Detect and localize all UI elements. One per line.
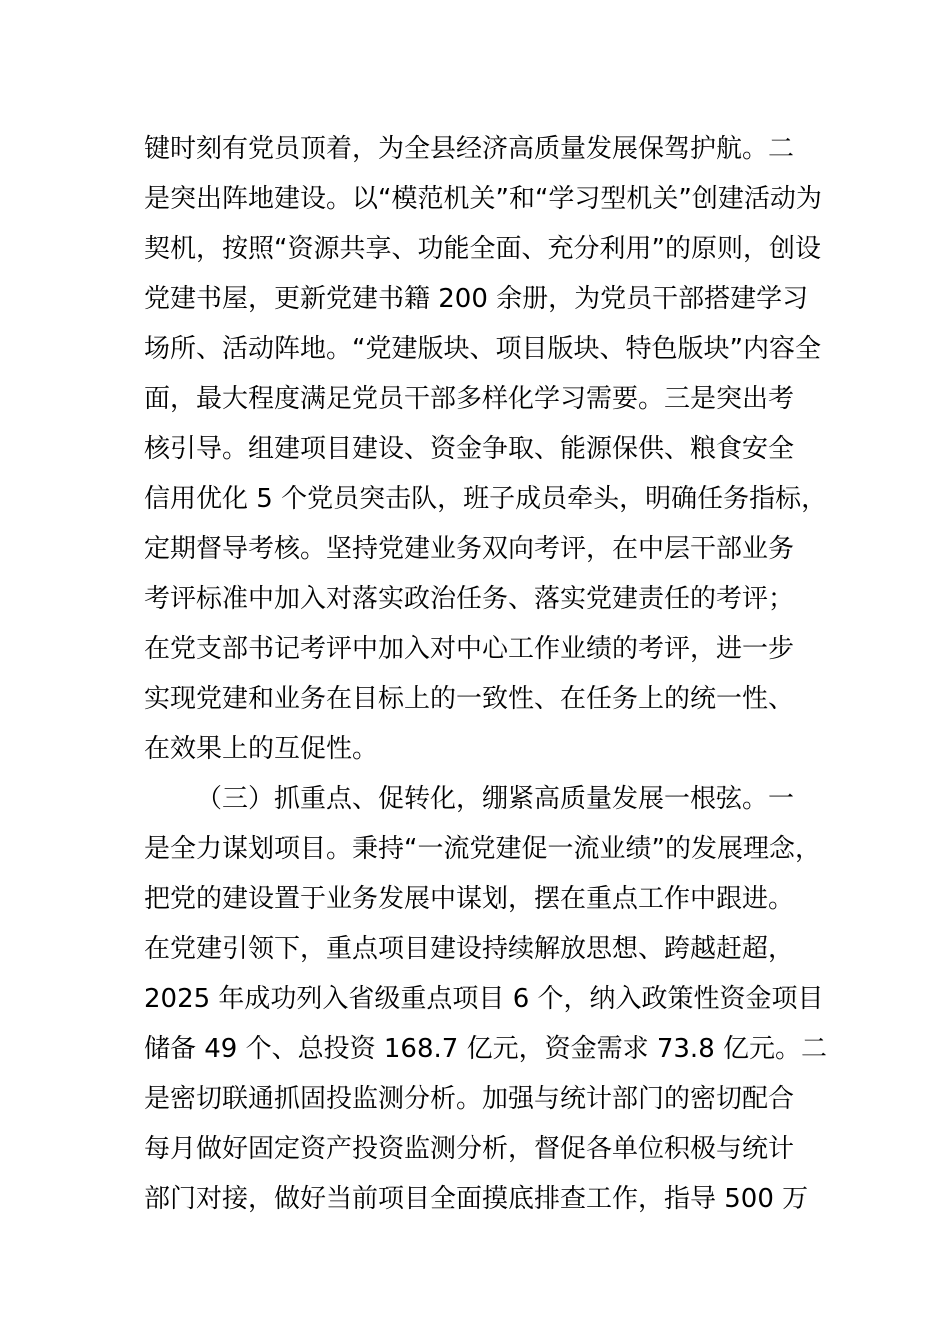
section-heading-line: （三）抓重点、促转化，绷紧高质量发展一根弦。一 (196, 784, 795, 814)
text-line: 部门对接，做好当前项目全面摸底排查工作，指导 500 万 (144, 1184, 809, 1214)
text-line: 是全力谋划项目。秉持“一流党建促一流业绩”的发展理念， (144, 834, 821, 864)
text-line: 考评标准中加入对落实政治任务、落实党建责任的考评； (144, 584, 795, 614)
text-line: 把党的建设置于业务发展中谋划，摆在重点工作中跟进。 (144, 884, 795, 914)
text-line: 每月做好固定资产投资监测分析，督促各单位积极与统计 (144, 1134, 795, 1164)
text-line: 契机，按照“资源共享、功能全面、充分利用”的原则，创设 (144, 234, 821, 264)
text-line: 面，最大程度满足党员干部多样化学习需要。三是突出考 (144, 384, 795, 414)
text-line: 实现党建和业务在目标上的一致性、在任务上的统一性、 (144, 684, 795, 714)
text-line: 信用优化 5 个党员突击队，班子成员牵头，明确任务指标， (144, 484, 828, 514)
text-line: 储备 49 个、总投资 168.7 亿元，资金需求 73.8 亿元。二 (144, 1034, 827, 1064)
text-line: 是密切联通抓固投监测分析。加强与统计部门的密切配合 (144, 1084, 795, 1114)
body-text (144, 124, 844, 1224)
text-line: 党建书屋，更新党建书籍 200 余册，为党员干部搭建学习 (144, 284, 809, 314)
text-line: 键时刻有党员顶着，为全县经济高质量发展保驾护航。二 (144, 134, 795, 164)
text-line: 是突出阵地建设。以“模范机关”和“学习型机关”创建活动为 (144, 184, 822, 214)
text-line: 场所、活动阵地。“党建版块、项目版块、特色版块”内容全 (144, 334, 821, 364)
text-line: 定期督导考核。坚持党建业务双向考评，在中层干部业务 (144, 534, 795, 564)
text-line: 在党建引领下，重点项目建设持续解放思想、跨越赶超， (144, 934, 795, 964)
text-line: 在效果上的互促性。 (144, 734, 379, 764)
text-line: 2025 年成功列入省级重点项目 6 个，纳入政策性资金项目 (144, 984, 824, 1014)
text-line: 核引导。组建项目建设、资金争取、能源保供、粮食安全 (144, 434, 795, 464)
text-line: 在党支部书记考评中加入对中心工作业绩的考评，进一步 (144, 634, 795, 664)
